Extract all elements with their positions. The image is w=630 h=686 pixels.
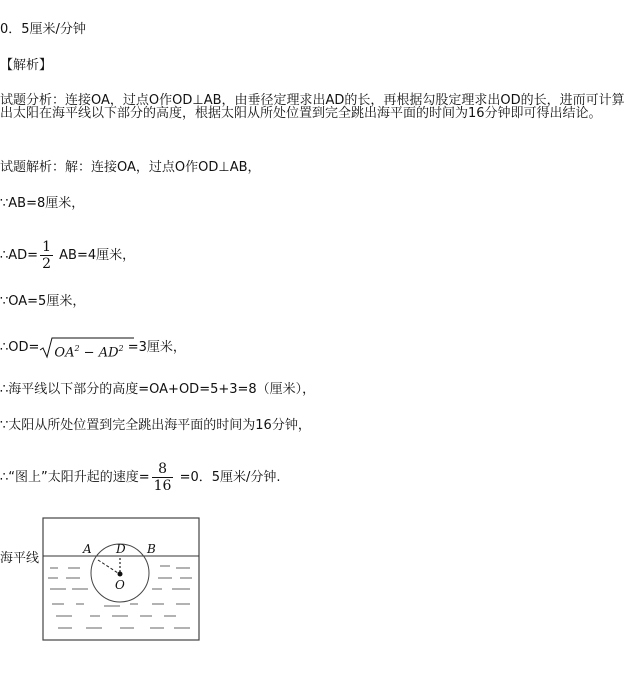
solution-text: 解：连接OA，过点O作OD⊥AB， — [65, 160, 261, 175]
analysis-text: 连接OA，过点O作OD⊥AB，由垂径定理求出AD的长，再根据勾股定理求出OD的长，进而可计算出太阳在海平线以下部分的高度，根据太阳从所处位置到完全跳出海平面的时间为16分钟即可得出结论。 — [0, 93, 625, 121]
fraction-numerator: 8 — [152, 461, 174, 478]
center-point — [118, 572, 123, 577]
step-oa: ∵OA=5厘米， — [0, 294, 86, 309]
answer-text: 0．5厘米/分钟 — [0, 22, 86, 37]
step-od-suffix: =3厘米， — [123, 340, 186, 355]
radical-sign-icon — [39, 337, 135, 359]
step-ad-prefix: ∴AD= — [0, 248, 39, 263]
sun-sea-diagram — [0, 516, 220, 646]
square-root-expression — [39, 337, 123, 359]
fraction-numerator: 1 — [42, 239, 51, 255]
analysis-paragraph — [0, 94, 628, 120]
step-height: ∴海平线以下部分的高度=OA+OD=5+3=8（厘米）， — [0, 382, 316, 397]
step-speed-suffix: =0．5厘米/分钟. — [175, 470, 281, 485]
sqrt-term-oa-exponent: 2 — [74, 343, 80, 353]
sqrt-term-ad-exponent: 2 — [118, 343, 124, 353]
analysis-label: 试题分析： — [0, 93, 66, 108]
sqrt-term-ad: AD — [98, 344, 119, 360]
step-od — [0, 336, 186, 360]
point-label-a: A — [83, 542, 92, 556]
step-od-prefix: ∴OD= — [0, 340, 40, 355]
fraction-denominator: 16 — [153, 478, 172, 494]
point-label-o: O — [115, 578, 125, 592]
fraction-denominator: 2 — [42, 256, 51, 272]
sqrt-minus: − — [79, 344, 99, 360]
step-ad — [0, 236, 135, 276]
solution-intro — [0, 160, 261, 176]
point-label-b: B — [147, 542, 156, 556]
analysis-heading: 【解析】 — [0, 58, 53, 73]
step-time: ∵太阳从所处位置到完全跳出海平面的时间为16分钟， — [0, 418, 311, 433]
fraction-one-half — [40, 239, 53, 272]
segment-oa — [98, 560, 118, 573]
sqrt-term-oa: OA — [54, 344, 75, 360]
step-ab: ∵AB=8厘米， — [0, 196, 85, 211]
point-label-d: D — [116, 542, 126, 556]
step-ad-suffix: AB=4厘米， — [55, 248, 136, 263]
fraction-eight-sixteenths — [152, 461, 174, 494]
step-speed-prefix: ∴“图上”太阳升起的速度= — [0, 470, 150, 485]
sea-level-label: 海平线 — [0, 551, 40, 566]
solution-label: 试题解析： — [0, 160, 66, 175]
step-speed — [0, 458, 281, 498]
